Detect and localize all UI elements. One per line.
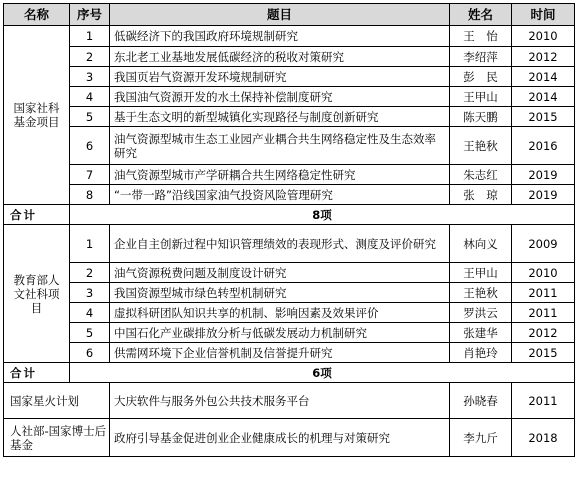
row-title: 我国资源型城市绿色转型机制研究 (110, 283, 450, 303)
total-label: 合计 (4, 205, 70, 225)
row-num: 5 (70, 107, 110, 127)
row-year: 2012 (512, 323, 575, 343)
table-row (4, 283, 575, 303)
row-year: 2014 (512, 67, 575, 87)
row-name: 孙晓春 (450, 383, 512, 419)
row-num: 2 (70, 47, 110, 67)
row-title: 东北老工业基地发展低碳经济的税收对策研究 (110, 47, 450, 67)
row-name: 李绍萍 (450, 47, 512, 67)
row-num: 3 (70, 67, 110, 87)
row-title: 我国页岩气资源开发环境规制研究 (110, 67, 450, 87)
table-row (4, 383, 575, 419)
row-year: 2015 (512, 343, 575, 363)
header-category: 名称 (4, 4, 70, 26)
table-row (4, 225, 575, 263)
category-cell: 教育部人文社科项目 (4, 225, 70, 363)
row-year: 2011 (512, 303, 575, 323)
row-name: 王艳秋 (450, 127, 512, 165)
row-num: 1 (70, 225, 110, 263)
total-row (4, 363, 575, 383)
row-name: 王 怡 (450, 26, 512, 47)
row-title: 油气资源型城市生态工业园产业耦合共生网络稳定性及生态效率研究 (110, 127, 450, 165)
table-row (4, 165, 575, 185)
row-name: 陈天鹏 (450, 107, 512, 127)
row-name: 张 琼 (450, 185, 512, 205)
row-year: 2012 (512, 47, 575, 67)
row-num: 4 (70, 303, 110, 323)
header-title: 题目 (110, 4, 450, 26)
row-title: 大庆软件与服务外包公共技术服务平台 (110, 383, 450, 419)
row-title: “一带一路”沿线国家油气投资风险管理研究 (110, 185, 450, 205)
table-row (4, 87, 575, 107)
total-value: 8项 (70, 205, 575, 225)
row-year: 2019 (512, 185, 575, 205)
table-row (4, 107, 575, 127)
row-title: 中国石化产业碳排放分析与低碳发展动力机制研究 (110, 323, 450, 343)
row-name: 肖艳玲 (450, 343, 512, 363)
table-row (4, 263, 575, 283)
header-row (4, 4, 575, 26)
table-row (4, 303, 575, 323)
row-name: 王甲山 (450, 263, 512, 283)
header-num: 序号 (70, 4, 110, 26)
row-title: 企业自主创新过程中知识管理绩效的表现形式、测度及评价研究 (110, 225, 450, 263)
header-name: 姓名 (450, 4, 512, 26)
row-year: 2010 (512, 26, 575, 47)
table-row (4, 67, 575, 87)
row-year: 2015 (512, 107, 575, 127)
row-title: 油气资源税费问题及制度设计研究 (110, 263, 450, 283)
row-title: 供需网环境下企业信誉机制及信誉提升研究 (110, 343, 450, 363)
row-title: 政府引导基金促进创业企业健康成长的机理与对策研究 (110, 419, 450, 457)
total-label: 合计 (4, 363, 70, 383)
project-table (3, 3, 575, 457)
table-row (4, 185, 575, 205)
row-year: 2011 (512, 283, 575, 303)
table-row (4, 26, 575, 47)
row-num: 8 (70, 185, 110, 205)
row-name: 朱志红 (450, 165, 512, 185)
row-title: 虚拟科研团队知识共享的机制、影响因素及效果评价 (110, 303, 450, 323)
row-year: 2009 (512, 225, 575, 263)
row-num: 5 (70, 323, 110, 343)
row-year: 2018 (512, 419, 575, 457)
row-year: 2011 (512, 383, 575, 419)
row-name: 王艳秋 (450, 283, 512, 303)
row-num: 6 (70, 343, 110, 363)
row-year: 2014 (512, 87, 575, 107)
total-value: 6项 (70, 363, 575, 383)
table-row (4, 127, 575, 165)
row-year: 2019 (512, 165, 575, 185)
row-num: 2 (70, 263, 110, 283)
row-num: 1 (70, 26, 110, 47)
row-name: 彭 民 (450, 67, 512, 87)
row-num: 3 (70, 283, 110, 303)
header-year: 时间 (512, 4, 575, 26)
row-year: 2010 (512, 263, 575, 283)
row-num: 6 (70, 127, 110, 165)
row-name: 李九斤 (450, 419, 512, 457)
table-row (4, 419, 575, 457)
row-name: 林向义 (450, 225, 512, 263)
row-title: 我国油气资源开发的水土保持补偿制度研究 (110, 87, 450, 107)
table-row (4, 47, 575, 67)
row-name: 王甲山 (450, 87, 512, 107)
total-row (4, 205, 575, 225)
category-cell: 国家星火计划 (4, 383, 110, 419)
row-num: 7 (70, 165, 110, 185)
table-row (4, 323, 575, 343)
row-year: 2016 (512, 127, 575, 165)
row-name: 罗洪云 (450, 303, 512, 323)
category-cell: 国家社科基金项目 (4, 26, 70, 205)
row-name: 张建华 (450, 323, 512, 343)
table-row (4, 343, 575, 363)
row-num: 4 (70, 87, 110, 107)
row-title: 低碳经济下的我国政府环境规制研究 (110, 26, 450, 47)
row-title: 油气资源型城市产学研耦合共生网络稳定性研究 (110, 165, 450, 185)
category-cell: 人社部-国家博士后基金 (4, 419, 110, 457)
row-title: 基于生态文明的新型城镇化实现路径与制度创新研究 (110, 107, 450, 127)
